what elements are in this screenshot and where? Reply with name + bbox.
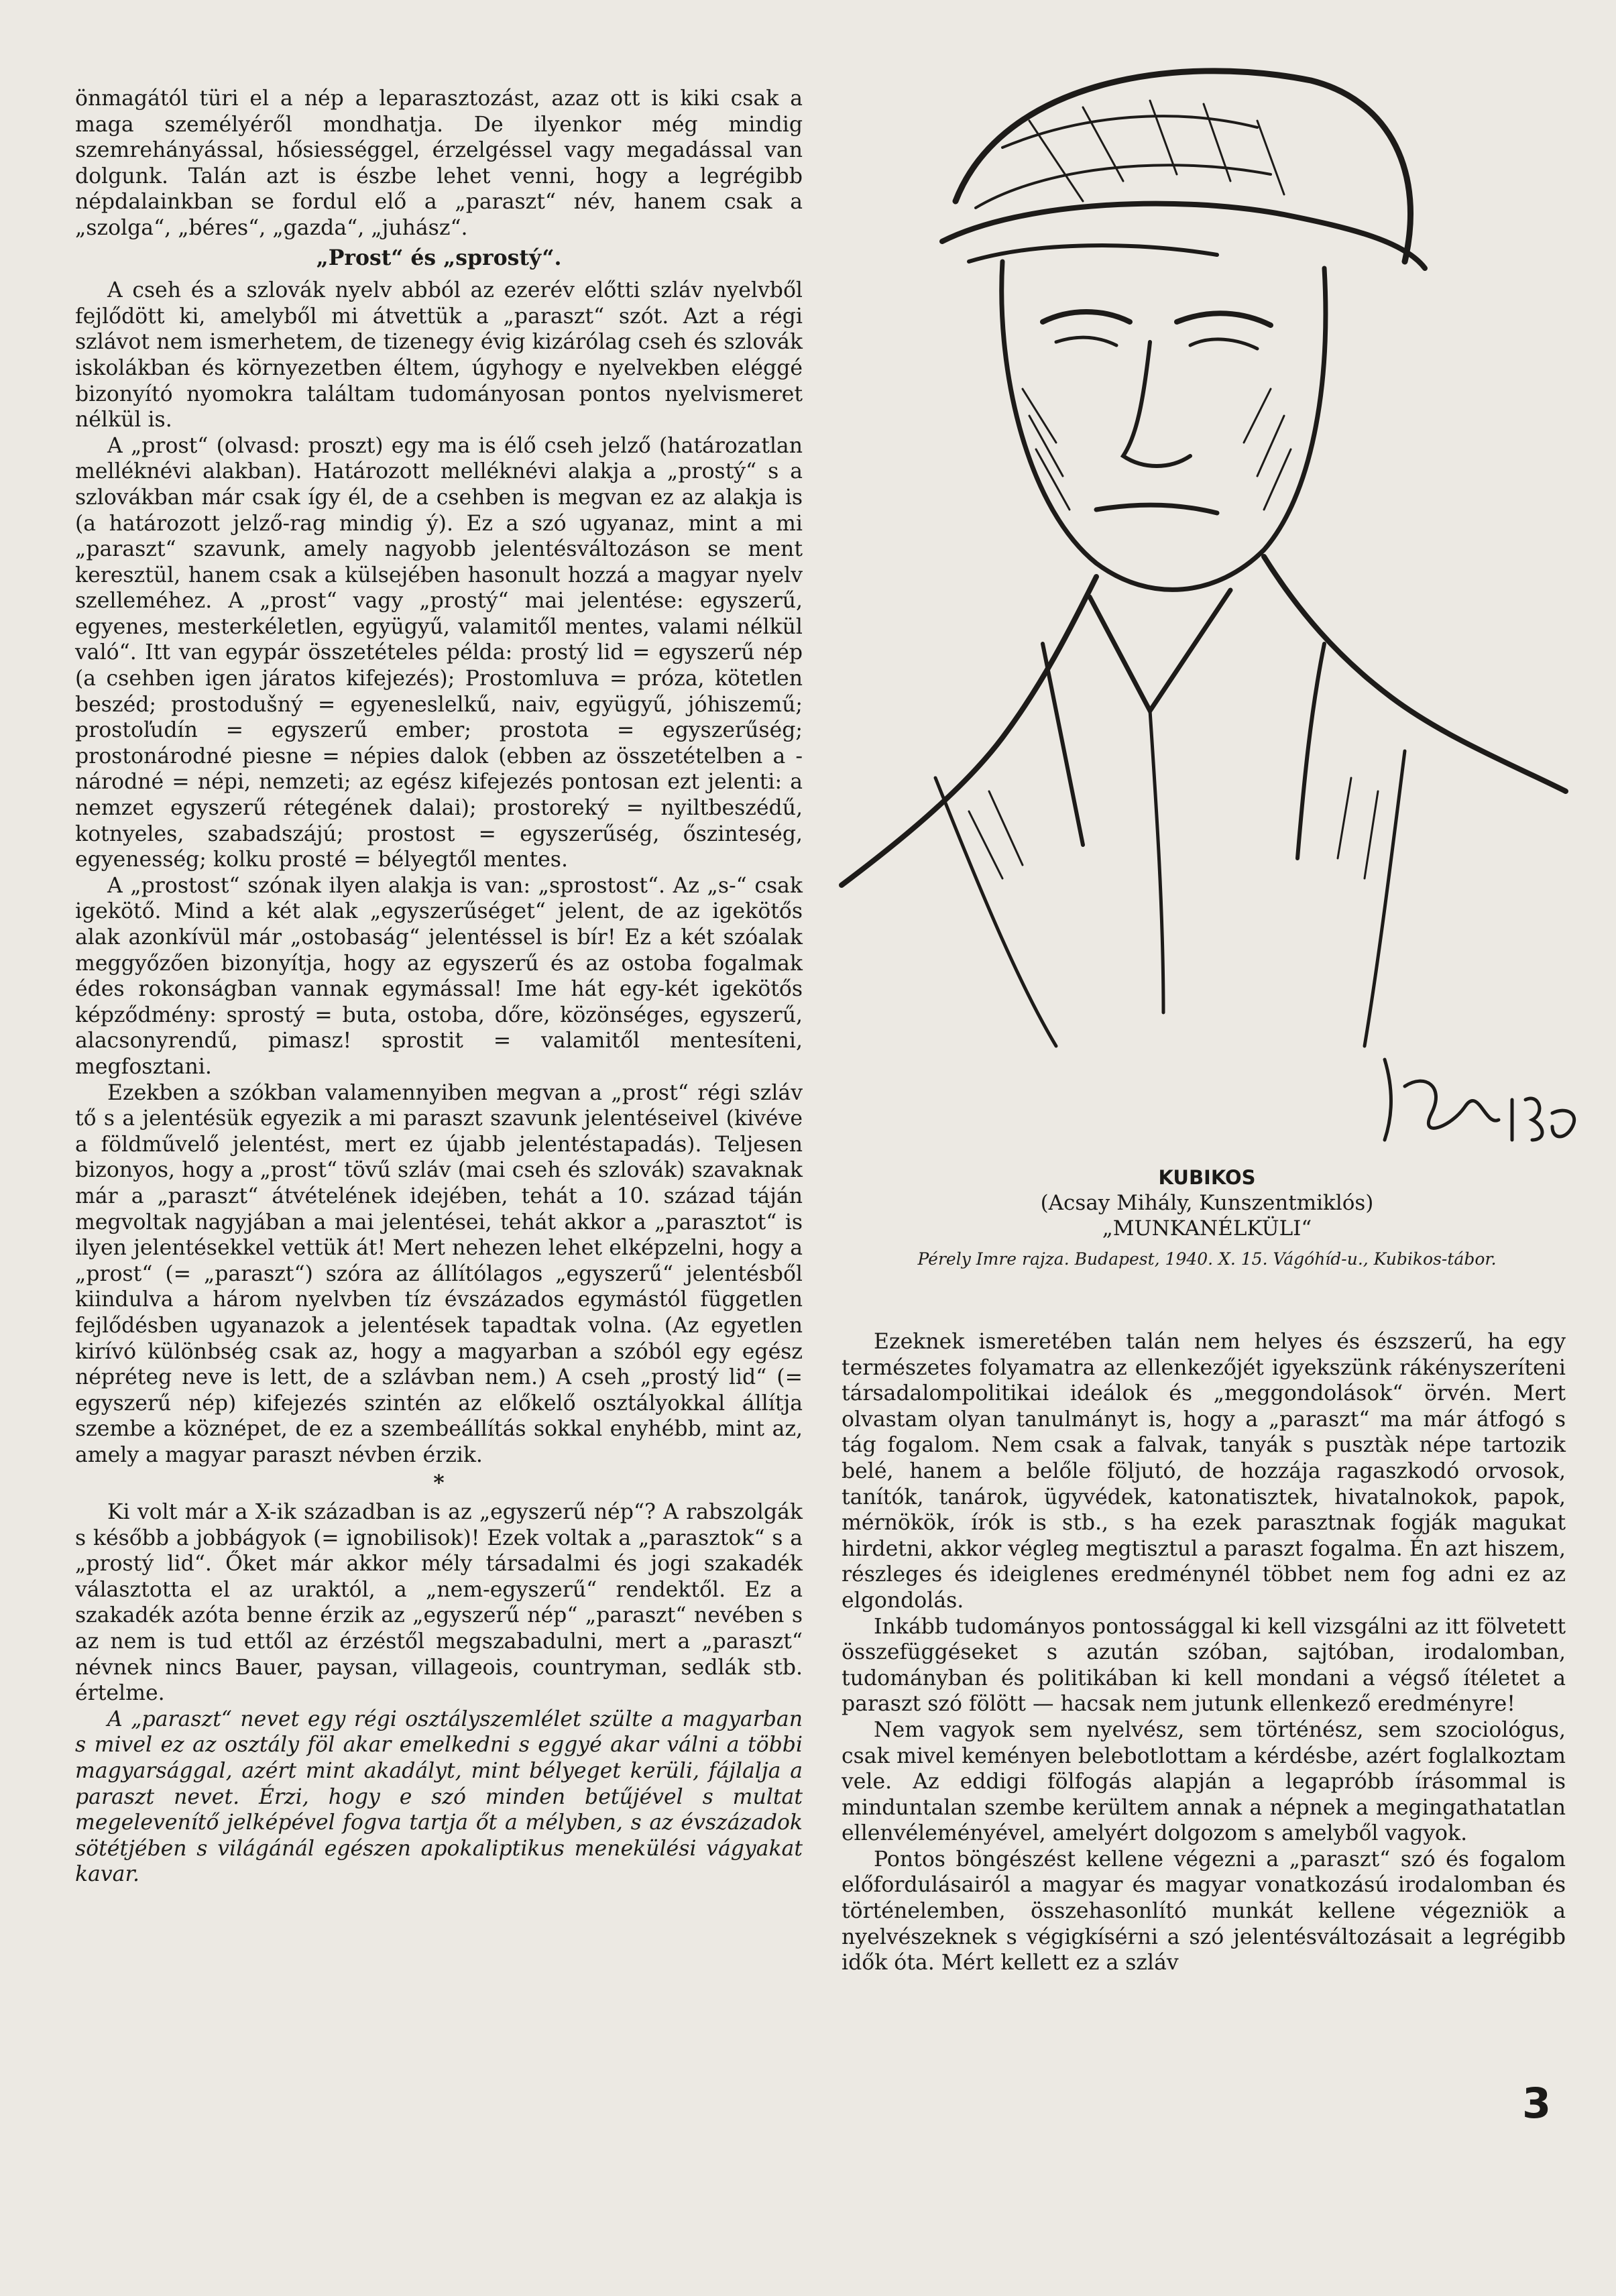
caption-title: KUBIKOS xyxy=(1158,1166,1256,1189)
paragraph: Pontos böngészést kellene végezni a „paraszt“ szó és fogalom előfordulásairól a magyar és magyar vonatkozású irodalomban és történelemben, összehasonlító munkát kellene végezniök a nyelvészeknek s végigkísérni a szó jelentésváltozásait a legrégibb idők óta. Mért kellett ez a szláv xyxy=(842,1847,1566,1975)
paragraph: A cseh és a szlovák nyelv abból az ezerév előtti szláv nyelvből fejlődött ki, amelyből mi átvettük a „paraszt“ szót. Azt a régi szlávot nem ismerhetem, de tizenegy évig kizárólag cseh és szlovák iskolákban és környezetben éltem, úgyhogy e nyelvekben eléggé bizonyító nyomokra találtam tudományosan pontos nyelvismeret nélkül is. xyxy=(75,278,803,433)
paragraph: Ezeknek ismeretében talán nem helyes és észszerű, ha egy természetes folyamatra az ellenkezőjét igyekszünk rákényszeríteni társadalompolitikai ideálok és „meggondolások“ örvén. Mert olvastam olyan tanulmányt is, hogy a „paraszt“ ma már átfogó s tág fogalom. Nem csak a falvak, tanyák s pusztàk népe tartozik belé, hanem a belőle följutó, de hozzája ragaszkodó orvosok, tanítók, tanárok, ügyvédek, katonatisztek, hivatalnokok, papok, mérnökök, írók is stb., s ha ezek parasztnak fogják magukat hirdetni, akkor végleg megtisztul a paraszt fogalma. Én azt hiszem, részleges és ideiglenes eredménynél többet nem fog adni ez az elgondolás. xyxy=(842,1330,1566,1613)
portrait-sketch-icon xyxy=(801,40,1586,1167)
caption-work-title: „MUNKANÉLKÜLI“ xyxy=(1102,1216,1312,1241)
paragraph: Inkább tudományos pontossággal ki kell vizsgálni az itt fölvetett összefüggéseket s azután szóban, sajtóban, irodalomban, tudományban és politikában ki kell mondani a végső ítéletet a paraszt szó fölött — hacsak nem jutunk ellenkező eredményre! xyxy=(842,1614,1566,1717)
right-text-column xyxy=(842,1329,1566,1976)
paragraph: A „prost“ (olvasd: proszt) egy ma is élő cseh jelző (határozatlan melléknévi alakban). Határozott melléknévi alakja a „prostý“ s a szlovákban már csak így él, de a csehben is megvan ez az alakja is (a határozott jelző-rag mindig ý). Ez a szó ugyanaz, mint a mi „paraszt“ szavunk, amely nagyobb jelentésváltozáson se ment keresztül, hanem csak a külsejében hasonult hozzá a magyar nyelv szelleméhez. A „prost“ vagy „prostý“ mai jelentése: egyszerű, egyenes, mesterkéletlen, együgyű, valamitől mentes, valami nélkül való“. Itt van egypár összetételes példa: prostý lid = egyszerű nép (a csehben igen járatos kifejezés); Prostomluva = próza, kötetlen beszéd; prostodušný = egyeneslelkű, naiv, együgyű, jóhiszemű; prostoľudín = egyszerű ember; prostota = egyszerűség; prostonárodné piesne = népies dalok (ebben az összetételben a -národné = népi, nemzeti; az egész kifejezés pontosan ezt jelenti: a nemzet egyszerű rétegének dalai); prostoreký = nyiltbeszédű, kotnyeles, szabadszájú; prostost = egyszerűség, őszinteség, egyenesség; kolku prosté = bélyegtől mentes. xyxy=(75,433,803,872)
page-number: 3 xyxy=(1522,2079,1552,2128)
section-divider: * xyxy=(433,1471,445,1496)
section-heading: „Prost“ és „sprostý“. xyxy=(316,245,562,270)
paragraph: Ezekben a szókban valamennyiben megvan a „prost“ régi szláv tő s a jelentésük egyezik a mi paraszt szavunk jelentéseivel (kivéve a földművelő jelentést, mert ez újabb jelentéstapadás). Teljesen bizonyos, hogy a „prost“ tövű szláv (mai cseh és szlovák) szavaknak már a „paraszt“ átvételének idejében, tehát a 10. század táján megvoltak nagyjában a mai jelentései, tehát akkor a „parasztot“ is ilyen jelentésekkel vettük át! Mert nehezen lehet elképzelni, hogy a „prost“ (= „paraszt“) szóra az állítólagos „egyszerű“ jelentésből kiindulva a három nyelvben tíz évszázados egymástól független fejlődésben ugyanazok a jelentések tapadtak volna. (Az egyetlen kirívó különbség csak az, hogy a magyarban a szóból egy egész népréteg neve is lett, de a szlávban nem.) A cseh „prostý lid“ (= egyszerű nép) kifejezés szintén az előkelő osztályokkal állítja szembe a köznépet, de ez a szembeállítás sokkal enyhébb, mint az, amely a magyar paraszt névben érzik. xyxy=(75,1080,803,1467)
paragraph: A „prostost“ szónak ilyen alakja is van: „sprostost“. Az „s-“ csak igekötő. Mind a két alak „egyszerűséget“ jelent, de az igekötős alak azonkívül már „ostobaság“ jelentéssel is bír! Ez a két szóalak meggyőzően bizonyítja, hogy az egyszerű és az ostoba fogalmak édes rokonságban vannak egymással! Ime hát egy-két igekötős képződmény: sprostý = buta, ostoba, dőre, közönséges, egyszerű, alacsonyrendű, pimasz! sprostit = valamitől mentesíteni, megfosztani. xyxy=(75,873,803,1079)
paragraph: A „paraszt“ nevet egy régi osztályszemlélet szülte a magyarban s mivel ez az osztály föl akar emelkedni s eggyé akar válni a többi magyarsággal, azért mint akadályt, mint bélyeget kerüli, fájlalja a paraszt nevet. Érzi, hogy e szó minden betűjével s multat megelevenítő jelképével fogva tartja őt a mélyben, s az évszázadok sötétjében s világánál egészen apokaliptikus menekülési vágyakat kavar. xyxy=(75,1707,803,1887)
paragraph: Ki volt már a X-ik században is az „egyszerű nép“? A rabszolgák s később a jobbágyok (= ignobilisok)! Ezek voltak a „parasztok“ s a „prostý lid“. Őket már akkor mély társadalmi és jogi szakadék választotta el az uraktól, a „nem-egyszerű“ rendektől. Ez a szakadék azóta benne érzik az „egyszerű nép“ „paraszt“ nevében s az nem is tud ettől az érzéstől megszabadulni, mert a „paraszt“ névnek nincs Bauer, paysan, villageois, countryman, sedlák stb. értelme. xyxy=(75,1500,803,1706)
caption-subtitle: (Acsay Mihály, Kunszentmiklós) xyxy=(1040,1191,1374,1215)
illustration-caption xyxy=(825,1165,1589,1272)
caption-credit: Pérely Imre rajza. Budapest, 1940. X. 15. Vágóhíd-u., Kubikos-tábor. xyxy=(917,1249,1497,1269)
signature-icon xyxy=(1385,1059,1574,1140)
left-text-column xyxy=(75,86,803,1888)
paragraph: Nem vagyok sem nyelvész, sem történész, sem szociológus, csak mivel keményen belebotlottam a kérdésbe, azért foglalkoztam vele. Az eddigi fölfogás alapján a legapróbb írásommal is minduntalan szembe kerültem annak a népnek a megingathatatlan ellenvéleményével, amelyért dolgozom s amelyből vagyok. xyxy=(842,1717,1566,1846)
paragraph: önmagától türi el a nép a leparasztozást, azaz ott is kiki csak a maga személyéről mondhatja. De ilyenkor még mindig szemrehányással, hősiességgel, érzelgéssel vagy megadással van dolgunk. Talán azt is észbe lehet venni, hogy a legrégibb népdalainkban se fordul elő a „paraszt“ név, hanem csak a „szolga“, „béres“, „gazda“, „juhász“. xyxy=(75,87,803,240)
